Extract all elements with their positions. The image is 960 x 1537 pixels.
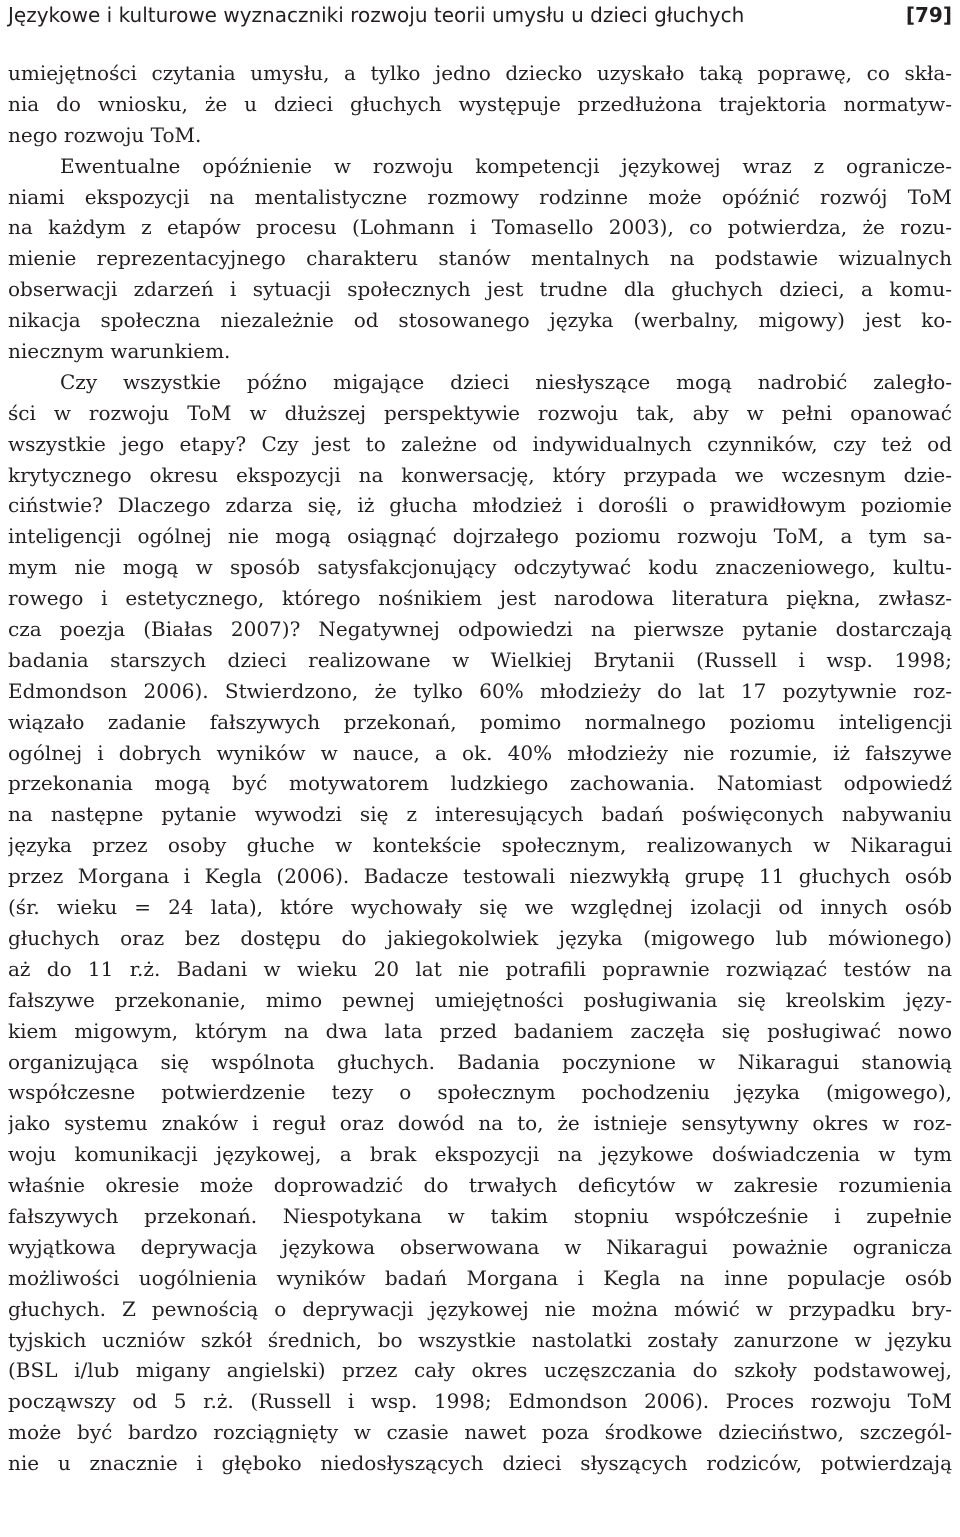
text-line: mienie reprezentacyjnego charakteru stanów mentalnych na podstawie wizualnych [8, 246, 952, 271]
text-line: mym nie mogą w sposób satysfakcjonujący odczytywać kodu znaczeniowego, kultu- [8, 555, 952, 580]
text-line: przez Morgana i Kegla (2006). Badacze testowali niezwykłą grupę 11 głuchych osób [8, 864, 952, 889]
text-line: głuchych. Z pewnością o deprywacji językowej nie można mówić w przypadku bry- [8, 1296, 952, 1321]
text-line: współczesne potwierdzenie tezy o społecznym pochodzeniu języka (migowego), [8, 1080, 952, 1105]
text-line: nego rozwoju ToM. [8, 122, 202, 147]
text-line: może być bardzo rozciągnięty w czasie nawet poza środkowe dzieciństwo, szczegól- [8, 1420, 952, 1445]
text-line: tyjskich uczniów szkół średnich, bo wszystkie nastolatki zostały zanurzone w języku [8, 1327, 952, 1352]
text-line: aż do 11 r.ż. Badani w wieku 20 lat nie potrafili poprawnie rozwiązać testów na [8, 956, 952, 981]
text-line: obserwacji zdarzeń i sytuacji społecznych jest trudne dla głuchych dzieci, a komu- [8, 277, 952, 302]
text-line: badania starszych dzieci realizowane w Wielkiej Brytanii (Russell i wsp. 1998; [8, 647, 952, 672]
running-header [8, 0, 952, 30]
text-line: nie u znacznie i głęboko niedosłyszących dzieci słyszących rodziców, potwierdzają [8, 1451, 952, 1476]
text-line: jako systemu znaków i reguł oraz dowód na to, że istnieje sensytywny okres w roz- [8, 1111, 952, 1136]
text-line: inteligencji ogólnej nie mogą osiągnąć dojrzałego poziomu rozwoju ToM, a tym sa- [8, 524, 952, 549]
text-line: ciństwie? Dlaczego zdarza się, iż głucha młodzież i dorośli o prawidłowym poziomie [8, 493, 952, 518]
text-line: krytycznego okresu ekspozycji na konwersację, który przypada we wczesnym dzie- [8, 462, 952, 487]
text-line: na każdym z etapów procesu (Lohmann i Tomasello 2003), co potwierdza, że rozu- [8, 215, 952, 240]
text-line: ści w rozwoju ToM w dłuższej perspektywie rozwoju tak, aby w pełni opanować [8, 400, 952, 425]
text-line: na następne pytanie wywodzi się z interesujących badań poświęconych nabywaniu [8, 802, 952, 827]
text-line: woju komunikacji językowej, a brak ekspozycji na językowe doświadczenia w tym [8, 1142, 952, 1167]
text-line: Czy wszystkie późno migające dzieci niesłyszące mogą nadrobić zaległo- [60, 369, 952, 394]
text-line: organizująca się wspólnota głuchych. Badania poczynione w Nikaragui stanowią [8, 1049, 952, 1074]
page-number: [79] [905, 3, 952, 27]
text-line: Edmondson 2006). Stwierdzono, że tylko 60% młodzieży do lat 17 pozytywnie roz- [8, 678, 952, 703]
text-line: kiem migowym, którym na dwa lata przed badaniem zaczęła się posługiwać nowo [8, 1018, 952, 1043]
text-line: (BSL i/lub migany angielski) przez cały okres uczęszczania do szkoły podstawowej, [8, 1358, 952, 1383]
text-line: języka przez osoby głuche w kontekście społecznym, realizowanych w Nikaragui [8, 833, 952, 858]
text-line: możliwości uogólnienia wyników badań Morgana i Kegla na inne populacje osób [8, 1265, 952, 1290]
text-line: Ewentualne opóźnienie w rozwoju kompetencji językowej wraz z ogranicze- [60, 153, 952, 178]
text-line: wszystkie jego etapy? Czy jest to zależne od indywidualnych czynników, czy też od [8, 431, 952, 456]
text-line: fałszywe przekonanie, mimo pewnej umiejętności posługiwania się kreolskim języ- [8, 987, 952, 1012]
text-line: wyjątkowa deprywacja językowa obserwowana w Nikaragui poważnie ogranicza [8, 1234, 952, 1259]
running-title: Językowe i kulturowe wyznaczniki rozwoju teorii umysłu u dzieci głuchych [8, 3, 745, 27]
text-line: niami ekspozycji na mentalistyczne rozmowy rodzinne może opóźnić rozwój ToM [8, 184, 952, 209]
text-line: głuchych oraz bez dostępu do jakiegokolwiek języka (migowego lub mówionego) [8, 925, 952, 950]
text-line: przekonania mogą być motywatorem ludzkiego zachowania. Natomiast odpowiedź [8, 771, 952, 796]
text-line: wiązało zadanie fałszywych przekonań, pomimo normalnego poziomu inteligencji [8, 709, 952, 734]
text-line: nia do wniosku, że u dzieci głuchych występuje przedłużona trajektoria normatyw- [8, 91, 952, 116]
text-line: właśnie okresie może doprowadzić do trwałych deficytów w zakresie rozumienia [8, 1173, 952, 1198]
body-text [8, 58, 952, 1479]
text-line: fałszywych przekonań. Niespotykana w takim stopniu współcześnie i zupełnie [8, 1203, 952, 1228]
text-line: niecznym warunkiem. [8, 339, 231, 364]
text-line: rowego i estetycznego, którego nośnikiem jest narodowa literatura piękna, zwłasz- [8, 586, 952, 611]
text-line: umiejętności czytania umysłu, a tylko jedno dziecko uzyskało taką poprawę, co skła- [8, 61, 952, 85]
text-line: (śr. wieku = 24 lata), które wychowały się we względnej izolacji od innych osób [8, 895, 952, 920]
text-line: ogólnej i dobrych wyników w nauce, a ok. 40% młodzieży nie rozumie, iż fałszywe [8, 740, 952, 765]
text-line: począwszy od 5 r.ż. (Russell i wsp. 1998; Edmondson 2006). Proces rozwoju ToM [8, 1389, 952, 1414]
text-line: nikacja społeczna niezależnie od stosowanego języka (werbalny, migowy) jest ko- [8, 308, 952, 333]
text-line: cza poezja (Białas 2007)? Negatywnej odpowiedzi na pierwsze pytanie dostarczają [8, 617, 952, 642]
